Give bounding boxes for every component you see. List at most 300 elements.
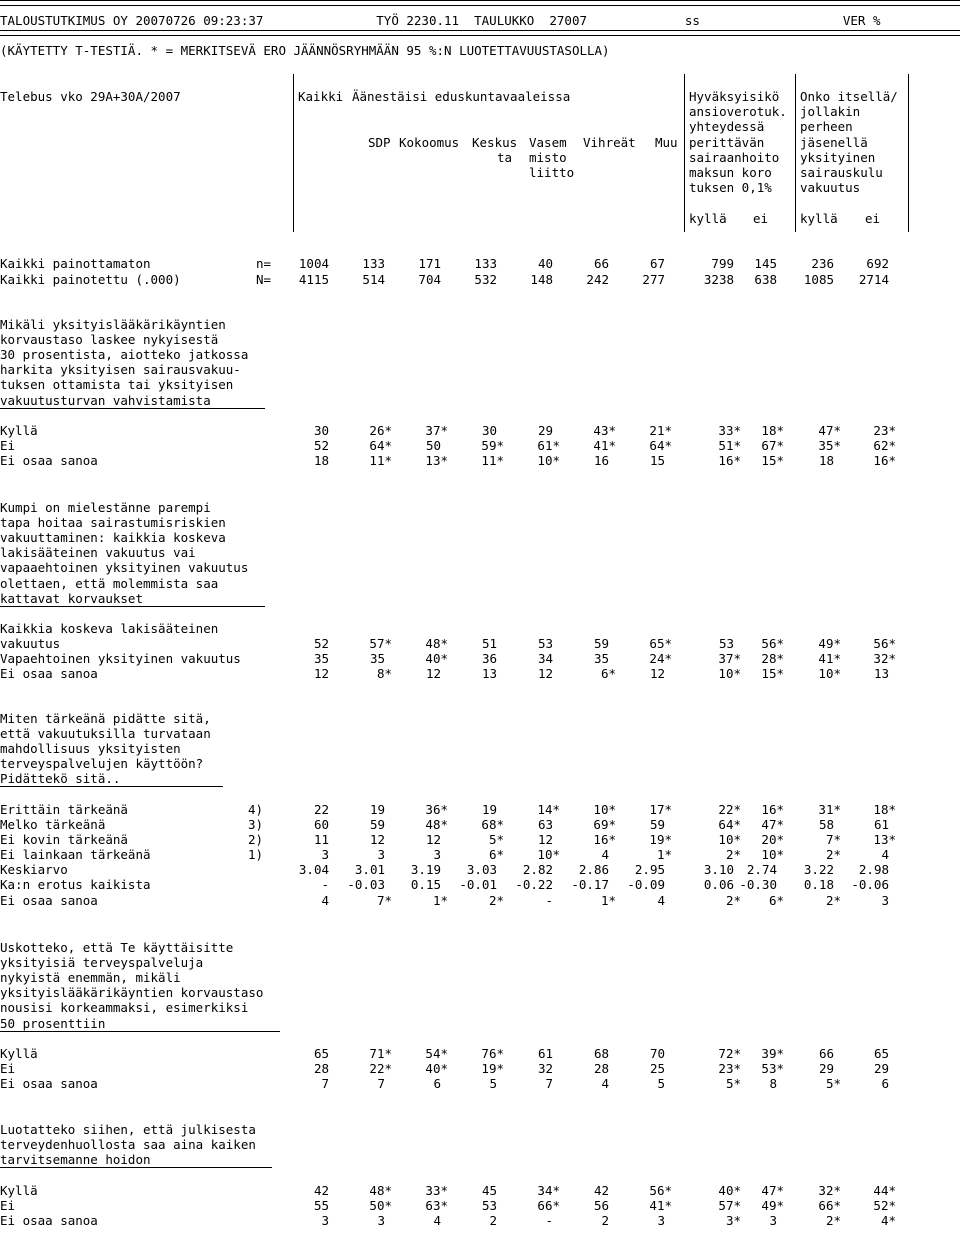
answer-row-value: 16*	[873, 453, 896, 469]
answer-row-value: 12	[649, 666, 665, 682]
answer-row-value: 53	[537, 636, 553, 652]
answer-row-value: 66*	[537, 1197, 560, 1213]
answer-row-value: 12	[537, 832, 553, 848]
answer-row-value: 0.15	[410, 877, 441, 893]
answer-row-value: 2*	[825, 1212, 841, 1228]
base-row-value: 1004	[298, 256, 329, 271]
answer-row-value: 23*	[718, 1061, 741, 1077]
answer-row-value: 11	[313, 832, 329, 848]
column-head-ei-2: ei	[865, 211, 881, 226]
answer-row-value: 13	[481, 666, 497, 682]
column-group-vote: Äänestäisi eduskuntavaaleissa	[352, 89, 571, 104]
base-row-value: 133	[474, 256, 497, 271]
answer-row-value: 2*	[488, 892, 504, 908]
column-head-vasem-1: Vasem	[529, 135, 567, 150]
answer-row-value: 7*	[825, 832, 841, 848]
question-text-line: nousisi korkeammaksi, esimerkiksi	[0, 1000, 249, 1016]
answer-row-label: Ei kovin tärkeänä	[0, 832, 128, 848]
answer-row-value: 19	[481, 801, 497, 817]
base-row-value: 638	[754, 272, 777, 287]
answer-row-value: 10*	[761, 847, 784, 863]
answer-row-value: 13*	[425, 453, 448, 469]
answer-row-value: 42	[313, 1182, 329, 1198]
answer-row-value: 57*	[369, 636, 392, 652]
column-group-tax-line: ansioverotuk.	[689, 104, 787, 120]
question-text-line: että vakuutuksilla turvataan	[0, 726, 211, 742]
answer-row-label: Erittäin tärkeänä	[0, 801, 128, 817]
answer-row-value: 48*	[425, 817, 448, 832]
answer-row-value: 19	[369, 801, 385, 817]
answer-row-value: 3	[377, 847, 385, 863]
question-text-line: terveydenhuollosta saa aina kaiken	[0, 1137, 256, 1153]
question-text-line: Mikäli yksityislääkärikäyntien	[0, 317, 226, 332]
base-row-value: 692	[866, 256, 889, 271]
question-text-line: Kumpi on mielestänne parempi	[0, 500, 211, 515]
answer-row-value: 0.06	[703, 877, 734, 893]
answer-row-value: 41*	[593, 438, 616, 454]
answer-row-value: 55	[313, 1197, 329, 1213]
answer-row-value: 32	[537, 1061, 553, 1077]
base-row-value: 277	[642, 272, 665, 287]
answer-row-value: 3	[321, 847, 329, 863]
answer-row-label: Vapaehtoinen yksityinen vakuutus	[0, 651, 241, 667]
answer-row-value: 63*	[425, 1197, 448, 1213]
answer-row-value: 12	[425, 832, 441, 848]
answer-row-value: 10*	[718, 832, 741, 848]
answer-row-value: 6*	[488, 847, 504, 863]
header-divider-2	[684, 74, 685, 232]
answer-row-value: 36	[481, 651, 497, 667]
answer-row-label: Kaikkia koskeva lakisääteinen	[0, 621, 219, 637]
answer-row-value: 64*	[369, 438, 392, 454]
column-group-insurance-line: perheen	[800, 119, 853, 135]
answer-row-value: 28	[313, 1061, 329, 1077]
column-head-sdp: SDP	[368, 135, 391, 150]
answer-row-value: 29	[873, 1061, 889, 1077]
answer-row-value: 65	[313, 1046, 329, 1061]
answer-row-value: 51*	[718, 438, 741, 454]
column-group-insurance-line: vakuutus	[800, 180, 861, 196]
answer-row-value: 71*	[369, 1046, 392, 1061]
answer-row-value: 5	[489, 1076, 497, 1092]
answer-row-value: 2	[601, 1212, 609, 1228]
answer-row-value: 52*	[873, 1197, 896, 1213]
answer-row-value: 4	[881, 847, 889, 863]
answer-row-value: 16*	[593, 832, 616, 848]
answer-row-value: 42	[593, 1182, 609, 1198]
base-row-value: 40	[537, 256, 553, 271]
answer-row-value: 41*	[818, 651, 841, 667]
base-row-value: 1085	[803, 272, 834, 287]
answer-row-value: 5*	[825, 1076, 841, 1092]
answer-row-label: Kyllä	[0, 1046, 38, 1061]
answer-row-value: 37*	[718, 651, 741, 667]
header-divider-3	[795, 74, 796, 232]
answer-row-value: 59	[649, 817, 665, 832]
question-text-line: yksityislääkärikäyntien korvaustaso	[0, 985, 264, 1001]
question-text-line: 50 prosenttiin	[0, 1015, 106, 1031]
column-group-tax-line: Hyväksyisikö	[689, 89, 780, 104]
answer-row-value: -0.03	[347, 877, 385, 893]
column-head-vasem-2: ta	[497, 150, 513, 165]
answer-row-value: 10*	[537, 453, 560, 469]
answer-row-label: Melko tärkeänä	[0, 817, 106, 832]
answer-row-value: 50*	[369, 1197, 392, 1213]
answer-row-value: 32*	[818, 1182, 841, 1198]
answer-row-value: 45	[481, 1182, 497, 1198]
answer-row-value: 3*	[725, 1212, 741, 1228]
answer-row-value: 50	[425, 438, 441, 454]
answer-row-value: 1*	[656, 847, 672, 863]
answer-row-value: 48*	[369, 1182, 392, 1198]
column-head-muu: Muu	[655, 135, 678, 150]
answer-row-value: 28	[593, 1061, 609, 1077]
base-row-value: 514	[362, 272, 385, 287]
column-head-vasem-3: liitto	[529, 165, 575, 180]
base-row-value: 532	[474, 272, 497, 287]
base-row-value: 67	[649, 256, 665, 271]
answer-row-value: 61*	[537, 438, 560, 454]
answer-row-value: 59	[593, 636, 609, 652]
answer-row-label: Ei osaa sanoa	[0, 892, 98, 908]
answer-row-value: 65	[873, 1046, 889, 1061]
column-group-insurance-line: yksityinen	[800, 149, 876, 165]
question-text-line: vakuutusturvan vahvistamista	[0, 392, 211, 408]
answer-row-value: 28*	[761, 651, 784, 667]
answer-row-label: Ei	[0, 1197, 16, 1213]
answer-row-label: Kyllä	[0, 423, 38, 438]
answer-row-value: 3	[433, 847, 441, 863]
question-text-line: korvaustaso laskee nykyisestä	[0, 332, 219, 348]
answer-row-value: 14*	[537, 801, 560, 817]
answer-row-value: 15	[649, 453, 665, 469]
answer-row-value: 63	[537, 817, 553, 832]
answer-row-value: 47*	[761, 1182, 784, 1198]
answer-row-label: Ei osaa sanoa	[0, 453, 98, 469]
answer-row-value: 18	[818, 453, 834, 469]
question-text-line: kattavat korvaukset	[0, 590, 143, 606]
header-line-1: TALOUSTUTKIMUS OY 20070726 09:23:37 TYÖ 2230.11 TAULUKKO 27007 ss VER %	[0, 13, 881, 28]
column-group-insurance-line: jollakin	[800, 104, 861, 120]
base-row-value: 242	[586, 272, 609, 287]
base-row-symbol: n=	[256, 256, 272, 271]
answer-row-value: 47*	[761, 817, 784, 832]
question-underline	[0, 1031, 280, 1032]
answer-row-value: 58	[818, 817, 834, 832]
answer-row-value: 18	[313, 453, 329, 469]
question-text-line: mahdollisuus yksityisten	[0, 741, 181, 757]
base-row-value: 171	[418, 256, 441, 271]
answer-row-value: 19*	[481, 1061, 504, 1077]
answer-row-value: 10*	[537, 847, 560, 863]
question-text-line: terveyspalvelujen käyttöön?	[0, 756, 204, 772]
base-row-value: 3238	[703, 272, 734, 287]
column-group-tax-line: sairaanhoito	[689, 149, 780, 165]
answer-row-value: 1*	[432, 892, 448, 908]
answer-row-value: -0.09	[627, 877, 665, 893]
answer-row-value: 6*	[768, 892, 784, 908]
answer-row-value: 10*	[718, 666, 741, 682]
answer-row-value: 12	[313, 666, 329, 682]
answer-row-value: 72*	[718, 1046, 741, 1061]
answer-row-value: 16*	[761, 801, 784, 817]
answer-row-label: Ei osaa sanoa	[0, 1212, 98, 1228]
question-underline	[0, 786, 223, 787]
answer-row-value: 40*	[425, 651, 448, 667]
answer-row-value: 65*	[649, 636, 672, 652]
answer-row-value: -0.17	[571, 877, 609, 893]
answer-row-label: Kyllä	[0, 1182, 38, 1198]
answer-row-value: 2.95	[634, 862, 665, 878]
answer-row-value: -	[545, 1212, 553, 1228]
answer-row-value: 3.19	[410, 862, 441, 878]
answer-row-value: 2*	[725, 892, 741, 908]
answer-row-value: 49*	[818, 636, 841, 652]
answer-row-value: 68*	[481, 817, 504, 832]
answer-row-value: -0.22	[515, 877, 553, 893]
answer-row-value: 26*	[369, 423, 392, 438]
answer-row-value: 33*	[718, 423, 741, 438]
question-text-line: vapaaehtoinen yksityinen vakuutus	[0, 560, 249, 576]
column-head-vihreat: Vihreät	[583, 135, 636, 150]
answer-row-value: 40*	[425, 1061, 448, 1077]
question-text-line: tapa hoitaa sairastumisriskien	[0, 515, 226, 531]
answer-row-value: 67*	[761, 438, 784, 454]
header-line-2: (KÄYTETTY T-TESTIÄ. * = MERKITSEVÄ ERO JÄÄNNÖSRYHMÄÄN 95 %:N LUOTETTAVUUSTASOLLA)	[0, 43, 610, 58]
answer-row-value: 17*	[649, 801, 672, 817]
column-head-kylla-2: kyllä	[800, 211, 838, 226]
answer-row-value: 25	[649, 1061, 665, 1077]
base-row-symbol: N=	[256, 272, 272, 287]
answer-row-value: 7	[545, 1076, 553, 1092]
answer-row-value: 31*	[818, 801, 841, 817]
answer-row-label: Ei osaa sanoa	[0, 1076, 98, 1092]
answer-row-value: 52	[313, 636, 329, 652]
answer-row-value: 66*	[818, 1197, 841, 1213]
question-text-line: lakisääteinen vakuutus vai	[0, 545, 196, 561]
answer-row-value: 59	[369, 817, 385, 832]
answer-row-code: 1)	[248, 847, 264, 863]
answer-row-label: Ka:n erotus kaikista	[0, 877, 151, 893]
answer-row-value: 2	[489, 1212, 497, 1228]
answer-row-value: 3	[881, 892, 889, 908]
question-text-line: harkita yksityisen sairausvakuu-	[0, 362, 241, 378]
answer-row-value: 56*	[649, 1182, 672, 1198]
column-head-keskus: Keskus	[472, 135, 518, 150]
question-text-line: olettaen, että molemmista saa	[0, 575, 219, 591]
answer-row-value: 76*	[481, 1046, 504, 1061]
base-row-value: 66	[593, 256, 609, 271]
answer-row-value: 23*	[873, 423, 896, 438]
survey-title: Telebus vko 29A+30A/2007	[0, 89, 181, 104]
answer-row-value: 20*	[761, 832, 784, 848]
answer-row-value: 19*	[649, 832, 672, 848]
answer-row-value: 13	[873, 666, 889, 682]
answer-row-value: 13*	[873, 832, 896, 848]
answer-row-value: 62*	[873, 438, 896, 454]
answer-row-value: 2.74	[746, 862, 777, 878]
answer-row-value: 10*	[818, 666, 841, 682]
answer-row-code: 4)	[248, 801, 264, 817]
answer-row-value: 35	[313, 651, 329, 667]
answer-row-value: 1*	[600, 892, 616, 908]
answer-row-value: 36*	[425, 801, 448, 817]
answer-row-value: 6	[881, 1076, 889, 1092]
answer-row-value: 12	[537, 666, 553, 682]
answer-row-value: 4	[601, 847, 609, 863]
answer-row-value: 6	[433, 1076, 441, 1092]
question-underline	[0, 408, 265, 409]
question-text-line: nykyistä enemmän, mikäli	[0, 970, 181, 986]
answer-row-value: 12	[425, 666, 441, 682]
answer-row-value: 57*	[718, 1197, 741, 1213]
answer-row-value: 48*	[425, 636, 448, 652]
answer-row-value: 53	[481, 1197, 497, 1213]
answer-row-value: 44*	[873, 1182, 896, 1198]
base-row-value: 799	[711, 256, 734, 271]
answer-row-value: 59*	[481, 438, 504, 454]
answer-row-value: 10*	[593, 801, 616, 817]
answer-row-value: 29	[537, 423, 553, 438]
answer-row-value: 56	[593, 1197, 609, 1213]
column-group-tax-line: maksun koro	[689, 165, 772, 180]
answer-row-value: 22	[313, 801, 329, 817]
answer-row-value: -	[545, 892, 553, 908]
answer-row-value: 33*	[425, 1182, 448, 1198]
answer-row-value: 7*	[376, 892, 392, 908]
answer-row-value: 5	[657, 1076, 665, 1092]
answer-row-value: 43*	[593, 423, 616, 438]
question-text-line: vakuuttaminen: kaikkia koskeva	[0, 530, 226, 546]
answer-row-label: Ei osaa sanoa	[0, 666, 98, 682]
base-row-value: 133	[362, 256, 385, 271]
question-underline	[0, 606, 265, 607]
base-row-value: 4115	[298, 272, 329, 287]
header-rule-top	[0, 0, 960, 6]
answer-row-value: 4	[433, 1212, 441, 1228]
answer-row-value: 4*	[880, 1212, 896, 1228]
answer-row-value: 2*	[825, 892, 841, 908]
answer-row-value: 2.82	[522, 862, 553, 878]
question-text-line: Pidättekö sitä..	[0, 771, 121, 787]
answer-row-value: 30	[313, 423, 329, 438]
answer-row-value: 56*	[873, 636, 896, 652]
answer-row-value: 32*	[873, 651, 896, 667]
header-divider-4	[908, 74, 909, 232]
answer-row-value: 8*	[376, 666, 392, 682]
answer-row-value: 16*	[718, 453, 741, 469]
answer-row-value: 3.01	[354, 862, 385, 878]
answer-row-value: 3.10	[703, 862, 734, 878]
answer-row-code: 3)	[248, 817, 264, 832]
base-row-label: Kaikki painotettu (.000)	[0, 272, 181, 287]
answer-row-value: 0.18	[803, 877, 834, 893]
answer-row-value: -0.06	[851, 877, 889, 893]
answer-row-value: 35	[593, 651, 609, 667]
column-head-misto: misto	[529, 150, 567, 165]
header-divider-1	[293, 74, 294, 232]
answer-row-value: 3	[321, 1212, 329, 1228]
answer-row-value: 7	[377, 1076, 385, 1092]
answer-row-value: 49*	[761, 1197, 784, 1213]
answer-row-value: 21*	[649, 423, 672, 438]
answer-row-value: 4	[601, 1076, 609, 1092]
answer-row-value: 35	[369, 651, 385, 667]
base-row-value: 704	[418, 272, 441, 287]
answer-row-value: 64*	[718, 817, 741, 832]
answer-row-value: 35*	[818, 438, 841, 454]
header-rule-mid	[0, 30, 960, 36]
answer-row-value: 16	[593, 453, 609, 469]
answer-row-label: Keskiarvo	[0, 862, 68, 878]
base-row-value: 145	[754, 256, 777, 271]
question-text-line: tuksen ottamista tai yksityisen	[0, 377, 234, 393]
question-text-line: yksityisiä terveyspalveluja	[0, 955, 204, 971]
answer-row-value: 60	[313, 817, 329, 832]
answer-row-value: 2.98	[858, 862, 889, 878]
base-row-value: 148	[530, 272, 553, 287]
question-text-line: Luotatteko siihen, että julkisesta	[0, 1122, 256, 1137]
column-group-insurance-line: Onko itsellä/	[800, 89, 898, 104]
column-head-kokoomus: Kokoomus	[399, 135, 460, 150]
question-text-line: Miten tärkeänä pidätte sitä,	[0, 711, 211, 726]
answer-row-value: 68	[593, 1046, 609, 1061]
answer-row-value: 24*	[649, 651, 672, 667]
question-text-line: Uskotteko, että Te käyttäisitte	[0, 940, 234, 955]
column-head-ei-1: ei	[753, 211, 769, 226]
column-head-kaikki: Kaikki	[298, 89, 344, 104]
answer-row-value: 12	[369, 832, 385, 848]
question-text-line: 30 prosentista, aiotteko jatkossa	[0, 347, 249, 363]
answer-row-value: 5*	[725, 1076, 741, 1092]
answer-row-value: 3.04	[298, 862, 329, 878]
base-row-value: 2714	[858, 272, 889, 287]
column-group-insurance-line: jäsenellä	[800, 134, 868, 150]
answer-row-value: -	[321, 877, 329, 893]
answer-row-value: 66	[818, 1046, 834, 1061]
answer-row-value: 6*	[600, 666, 616, 682]
answer-row-value: 56*	[761, 636, 784, 652]
base-row-value: 236	[811, 256, 834, 271]
answer-row-value: 8	[769, 1076, 777, 1092]
answer-row-value: 47*	[818, 423, 841, 438]
question-text-line: tarvitsemanne hoidon	[0, 1152, 151, 1168]
column-group-tax-line: yhteydessä	[689, 119, 765, 135]
answer-row-value: 2*	[825, 847, 841, 863]
column-group-insurance-line: sairauskulu	[800, 165, 883, 180]
answer-row-value: 39*	[761, 1046, 784, 1061]
column-group-tax-line: perittävän	[689, 134, 765, 150]
answer-row-value: 51	[481, 636, 497, 652]
answer-row-value: 7	[321, 1076, 329, 1092]
answer-row-label: vakuutus	[0, 636, 61, 652]
answer-row-value: 61	[873, 817, 889, 832]
answer-row-value: 4	[321, 892, 329, 908]
answer-row-code: 2)	[248, 832, 264, 848]
answer-row-value: 3	[769, 1212, 777, 1228]
answer-row-value: 15*	[761, 666, 784, 682]
answer-row-value: 34	[537, 651, 553, 667]
answer-row-value: 22*	[369, 1061, 392, 1077]
answer-row-label: Ei lainkaan tärkeänä	[0, 847, 151, 863]
answer-row-value: 3	[377, 1212, 385, 1228]
answer-row-value: 29	[818, 1061, 834, 1077]
answer-row-value: 2*	[725, 847, 741, 863]
base-row-label: Kaikki painottamaton	[0, 256, 151, 271]
answer-row-value: 41*	[649, 1197, 672, 1213]
answer-row-value: 52	[313, 438, 329, 454]
answer-row-value: 4	[657, 892, 665, 908]
